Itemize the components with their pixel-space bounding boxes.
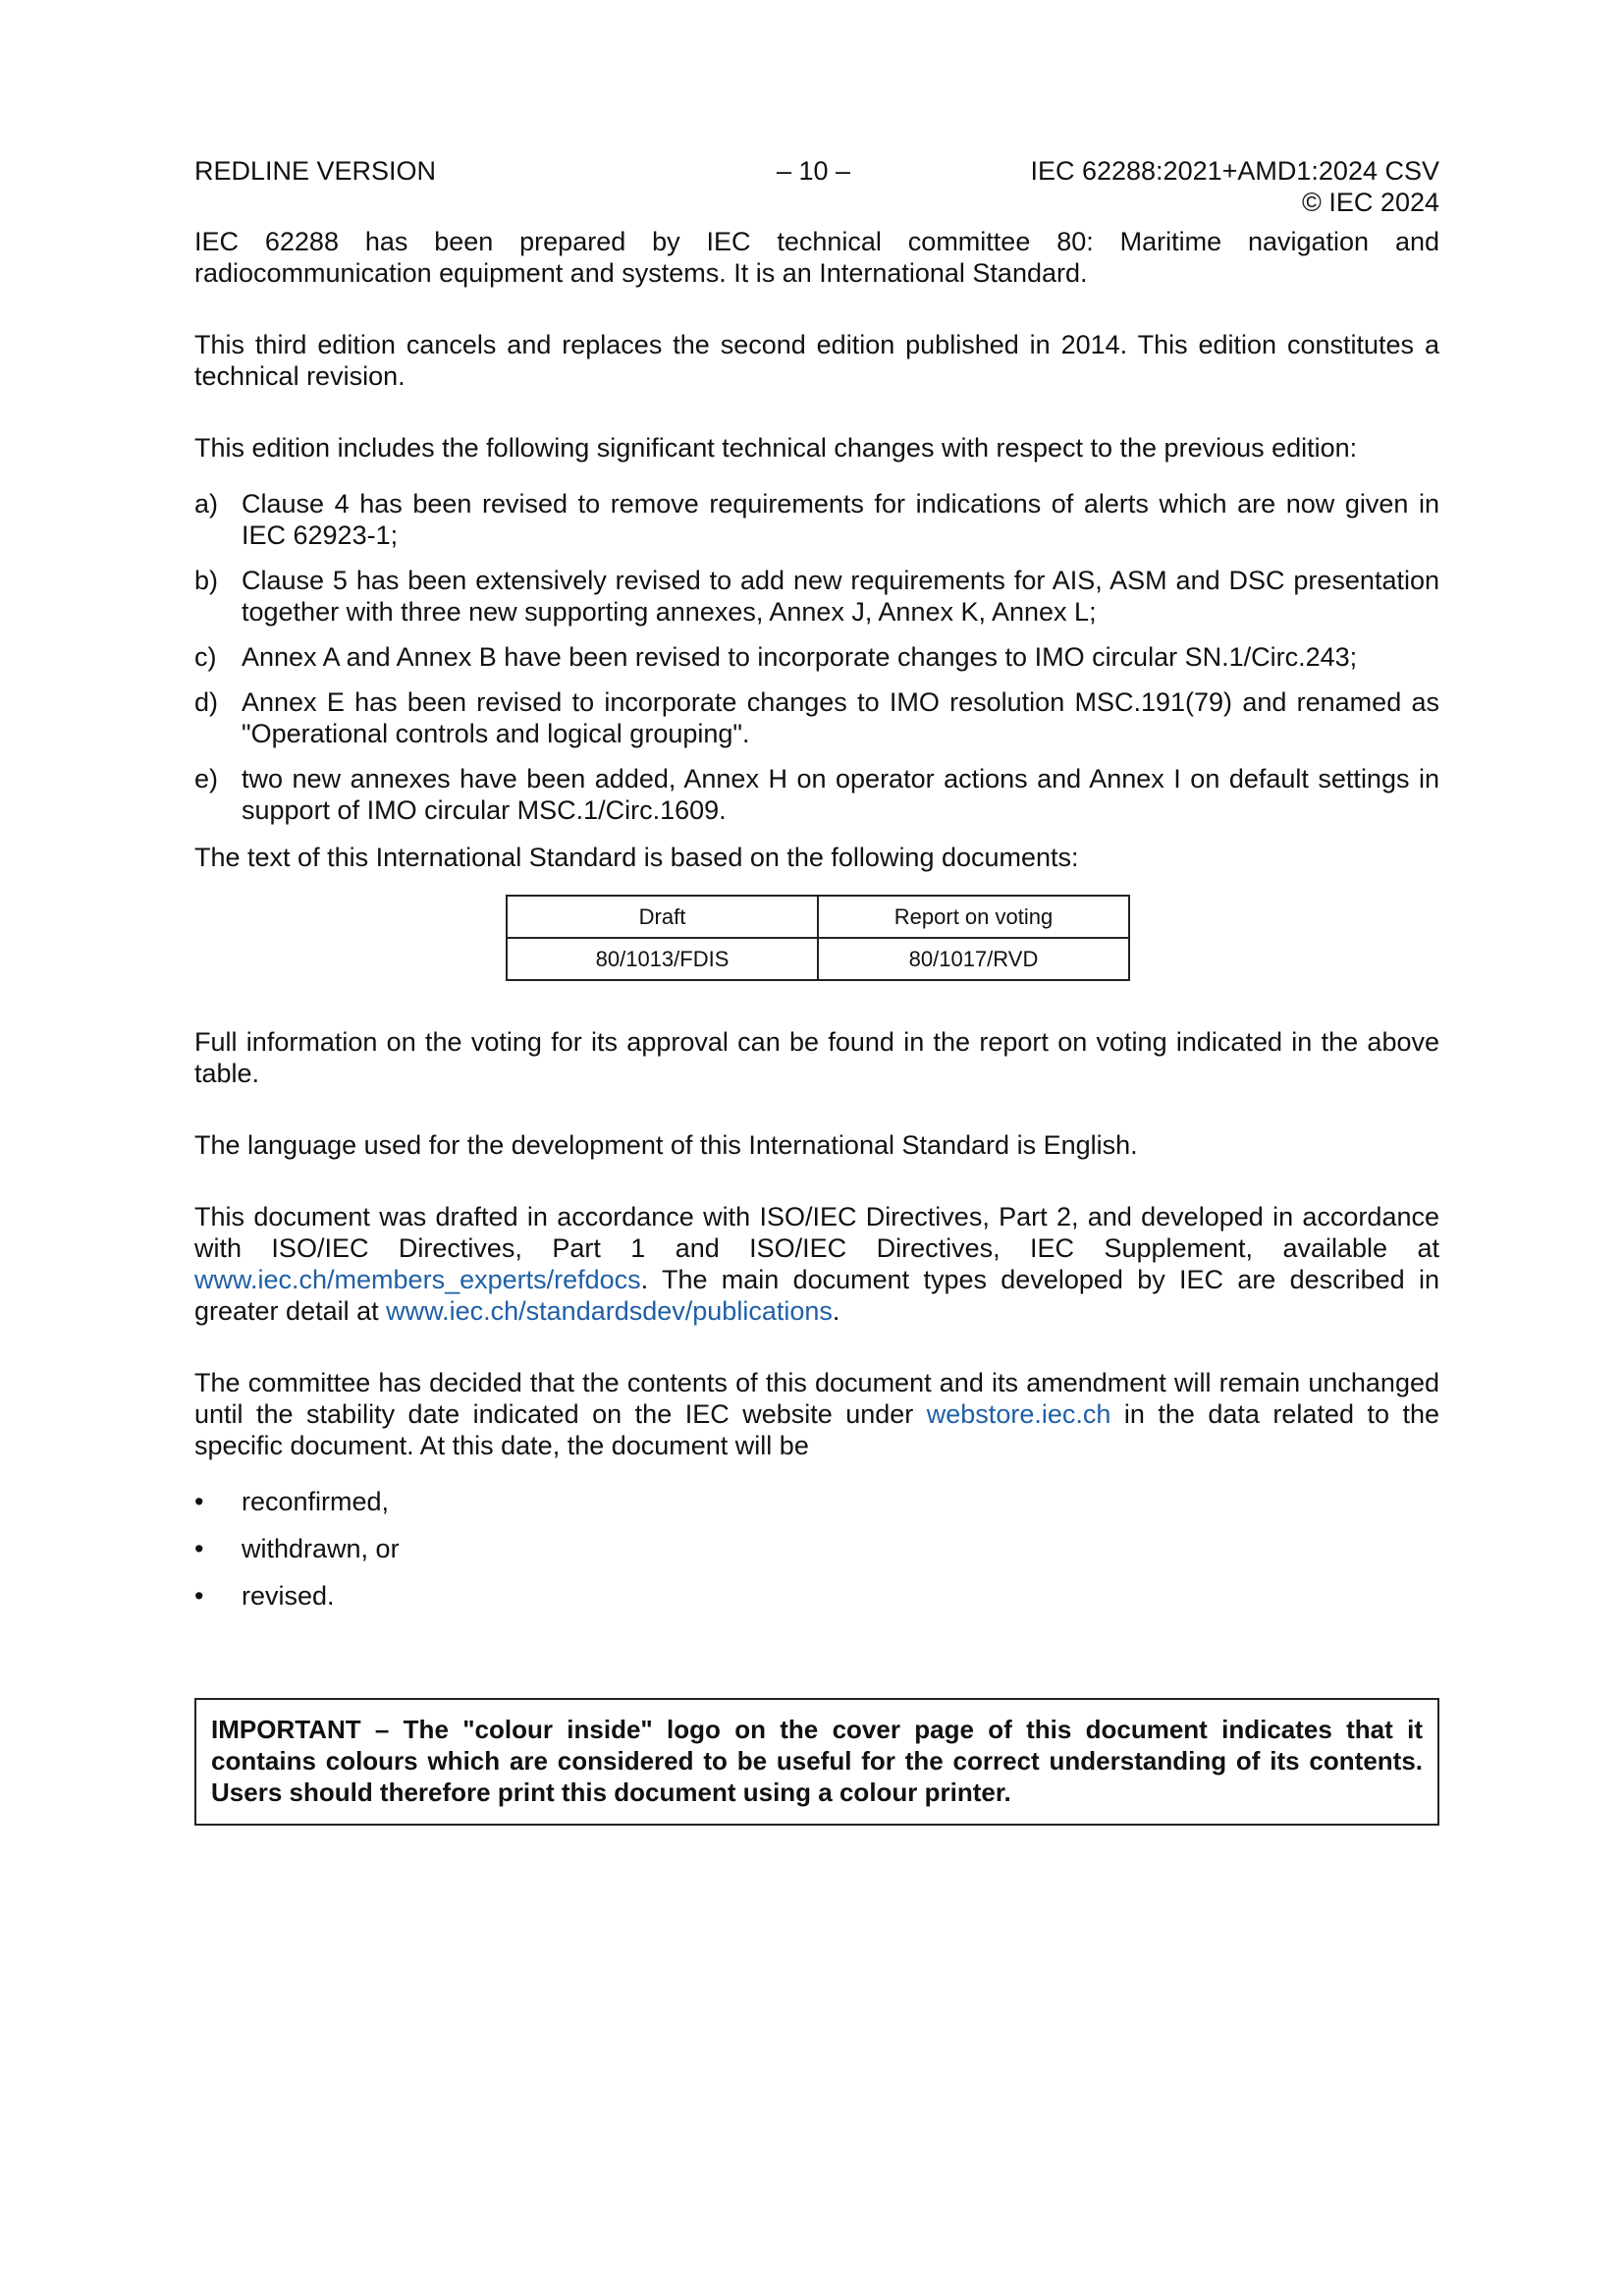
intro-paragraph-changes: This edition includes the following significant technical changes with respect to the previous edition: <box>194 433 1358 463</box>
list-marker: a) <box>194 489 219 519</box>
voting-documents-table <box>506 895 1130 981</box>
directives-paragraph <box>194 1201 1439 1327</box>
list-item <box>194 686 1439 749</box>
directives-text-1: This document was drafted in accordance with ISO/IEC Directives, Part 2, and developed in accordance with ISO/IEC Directives, Part 1 and ISO/IEC Directives, IEC Supplement, available at <box>194 1202 1439 1263</box>
stability-paragraph <box>194 1367 1439 1461</box>
list-item <box>194 1580 1439 1612</box>
page-header <box>194 155 1439 220</box>
table-cell-report: 80/1017/RVD <box>818 938 1129 980</box>
list-item-text: revised. <box>242 1581 335 1611</box>
webstore-link[interactable]: webstore.iec.ch <box>926 1399 1111 1429</box>
refdocs-link[interactable]: www.iec.ch/members_experts/refdocs <box>194 1265 641 1294</box>
publications-link[interactable]: www.iec.ch/standardsdev/publications <box>386 1296 833 1326</box>
stability-text-2: in the data related to the specific document. At this date, the document will be <box>194 1399 1440 1460</box>
header-version-label: REDLINE VERSION <box>194 156 437 186</box>
directives-text-2: . The main document types developed by IEC are described in greater detail at <box>194 1265 1439 1326</box>
header-standard-number: IEC 62288:2021+AMD1:2024 CSV <box>1030 156 1439 186</box>
stability-text-1: The committee has decided that the contents of this document and its amendment will remain unchanged until the stability date indicated on the IEC website under <box>194 1368 1439 1429</box>
list-marker: d) <box>194 687 219 717</box>
list-item <box>194 1486 1439 1517</box>
list-item-text: withdrawn, or <box>242 1534 400 1563</box>
list-marker: b) <box>194 566 219 595</box>
voting-info-paragraph: Full information on the voting for its approval can be found in the report on voting indicated in the above table. <box>194 1027 1439 1088</box>
documents-intro: The text of this International Standard is based on the following documents: <box>194 843 1079 872</box>
list-item-text: Annex A and Annex B have been revised to incorporate changes to IMO circular SN.1/Circ.243; <box>242 642 1358 672</box>
list-item-text: Clause 5 has been extensively revised to add new requirements for AIS, ASM and DSC presentation together with three new supporting annexes, Annex J, Annex K, Annex L; <box>242 566 1439 627</box>
outcome-bullet-list <box>194 1486 1439 1612</box>
table-header-row <box>507 896 1129 938</box>
language-paragraph: The language used for the development of this International Standard is English. <box>194 1130 1138 1160</box>
list-item <box>194 565 1439 628</box>
header-standard-id <box>1030 155 1439 218</box>
list-item <box>194 488 1439 551</box>
intro-paragraph-committee: IEC 62288 has been prepared by IEC technical committee 80: Maritime navigation and radiocommunication equipment and systems. It is an International Standard. <box>194 227 1439 288</box>
list-item-text: two new annexes have been added, Annex H on operator actions and Annex I on default settings in support of IMO circular MSC.1/Circ.1609. <box>242 764 1439 825</box>
list-item-text: reconfirmed, <box>242 1487 390 1516</box>
important-notice-box: IMPORTANT – The "colour inside" logo on the cover page of this document indicates that it contains colours which are considered to be useful for the correct understanding of its contents. Users should therefore print this document using a colour printer. <box>194 1698 1439 1826</box>
table-row <box>507 938 1129 980</box>
bullet-icon: • <box>194 1487 204 1516</box>
table-header-draft: Draft <box>507 896 818 938</box>
document-page <box>194 155 1439 1826</box>
list-marker: e) <box>194 764 219 793</box>
bullet-icon: • <box>194 1534 204 1563</box>
list-marker: c) <box>194 642 217 672</box>
technical-changes-list <box>194 488 1439 826</box>
table-cell-draft: 80/1013/FDIS <box>507 938 818 980</box>
list-item-text: Annex E has been revised to incorporate changes to IMO resolution MSC.191(79) and renamed as "Operational controls and logical grouping". <box>242 687 1439 748</box>
list-item-text: Clause 4 has been revised to remove requirements for indications of alerts which are now given in IEC 62923-1; <box>242 489 1439 550</box>
list-item <box>194 763 1439 826</box>
bullet-icon: • <box>194 1581 204 1611</box>
table-header-report: Report on voting <box>818 896 1129 938</box>
intro-paragraph-edition: This third edition cancels and replaces the second edition published in 2014. This edition constitutes a technical revision. <box>194 330 1439 391</box>
directives-text-3: . <box>832 1296 840 1326</box>
list-item <box>194 1533 1439 1564</box>
list-item <box>194 641 1439 673</box>
header-page-number: – 10 – <box>777 156 851 186</box>
header-copyright: © IEC 2024 <box>1302 188 1439 217</box>
